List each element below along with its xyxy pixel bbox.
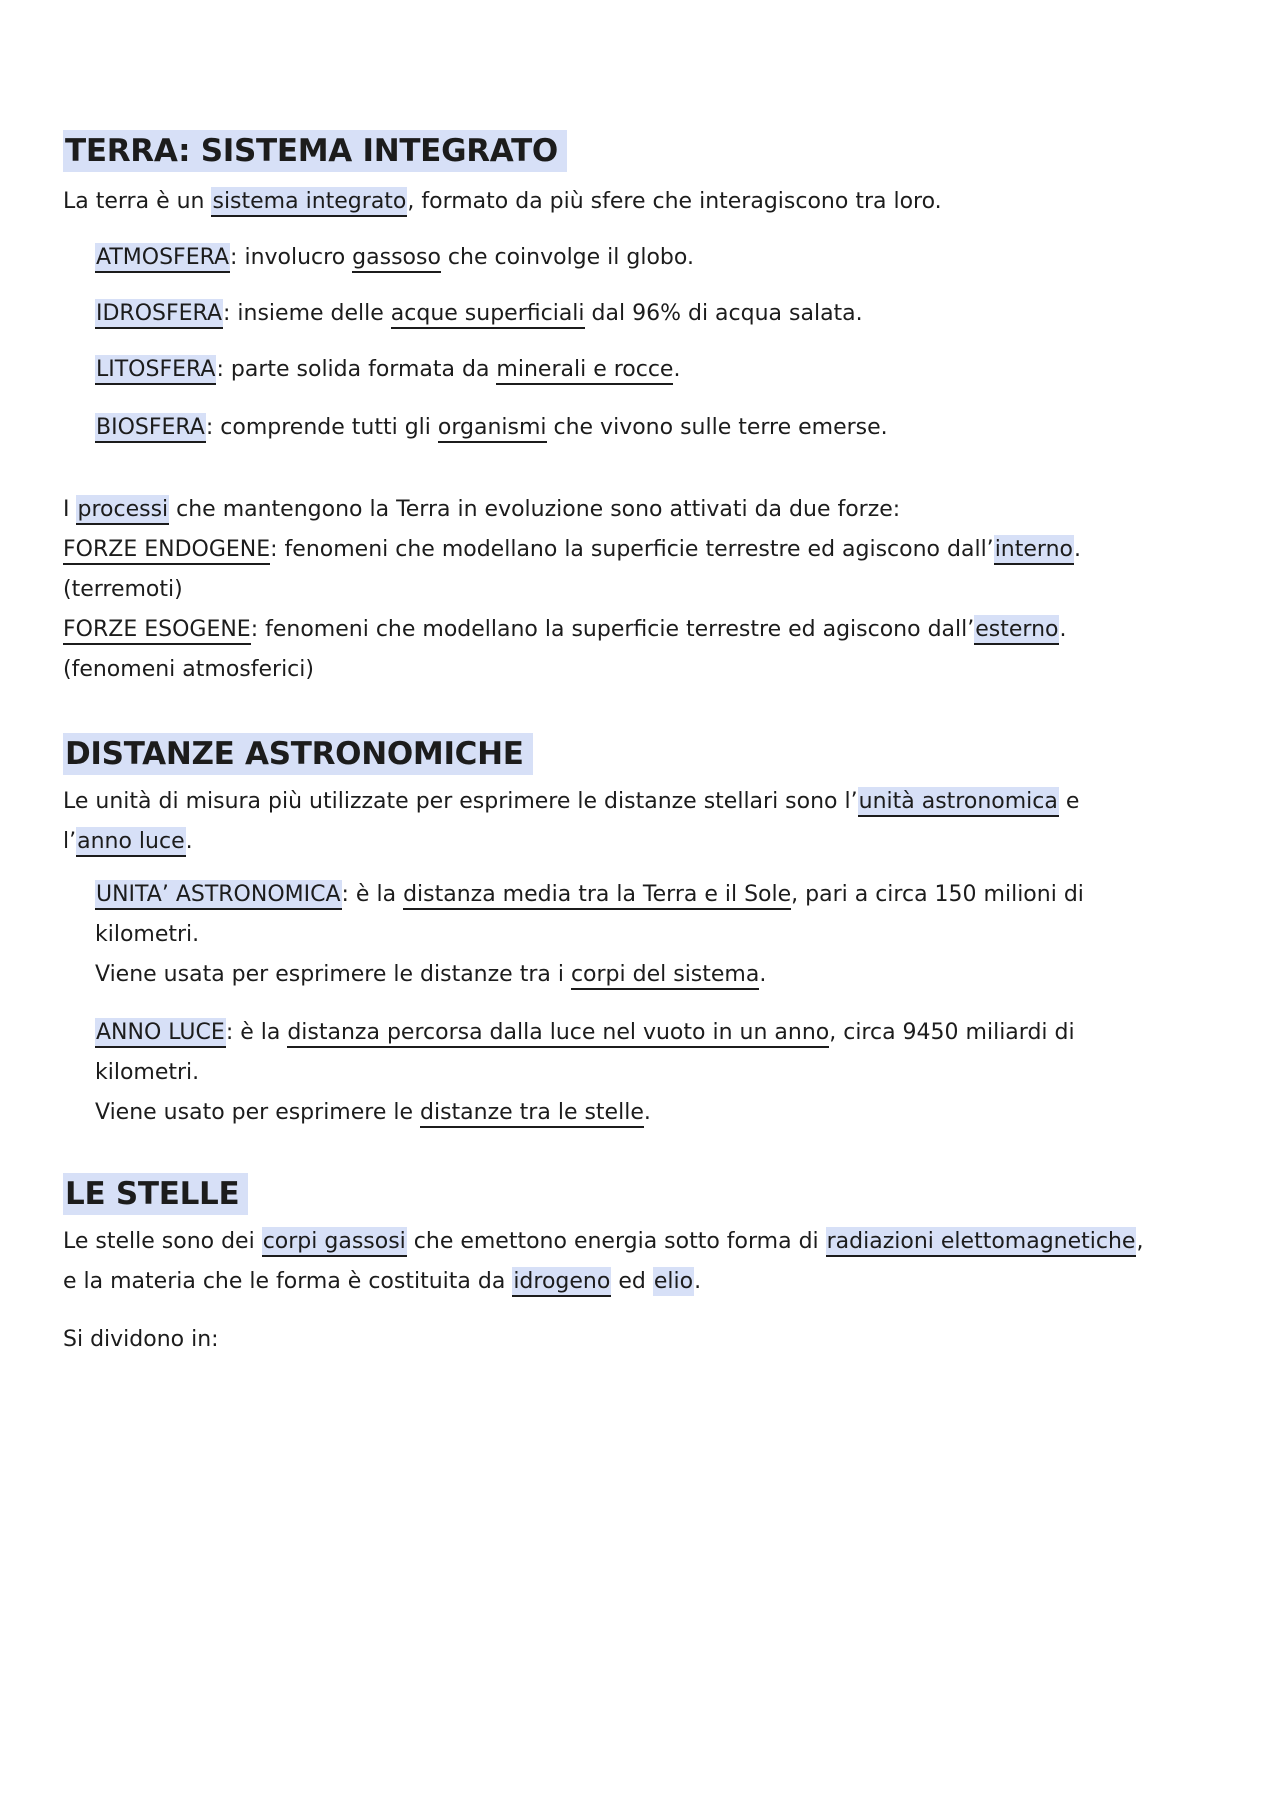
emphasized-text-segment: IDROSFERA xyxy=(95,299,223,329)
text-line xyxy=(95,1053,1240,1093)
text-line xyxy=(95,408,1240,448)
text-segment: Le unità di misura più utilizzate per esprimere le distanze stellari sono l’ xyxy=(63,789,858,814)
definition-biosfera xyxy=(95,408,1240,448)
text-line xyxy=(63,530,1240,570)
text-segment: : è la xyxy=(341,882,404,907)
text-segment: Viene usato per esprimere le xyxy=(95,1100,421,1125)
text-segment: l’ xyxy=(63,829,77,854)
text-line xyxy=(95,1093,1240,1133)
section-terra-sistema-integrato xyxy=(63,132,1240,690)
text-segment: . xyxy=(185,829,193,854)
paragraph-si-dividono xyxy=(63,1320,1240,1360)
text-line xyxy=(63,822,1240,862)
text-segment: . xyxy=(759,962,767,987)
text-line xyxy=(63,1262,1240,1302)
text-line xyxy=(95,294,1240,334)
paragraph-forze xyxy=(63,490,1240,690)
text-segment: che emettono energia sotto forma di xyxy=(406,1229,826,1254)
paragraph-intro-stelle xyxy=(63,1222,1240,1302)
paragraph-intro-distanze xyxy=(63,782,1240,862)
text-segment: (fenomeni atmosferici) xyxy=(63,657,314,682)
text-segment: : è la xyxy=(225,1020,288,1045)
emphasized-text-segment: FORZE ESOGENE xyxy=(63,617,251,645)
text-line xyxy=(63,490,1240,530)
text-segment: : comprende tutti gli xyxy=(205,415,438,440)
text-line xyxy=(63,650,1240,690)
section-distanze-astronomiche xyxy=(63,735,1240,1133)
text-segment: kilometri. xyxy=(95,922,200,947)
section-heading-distanze xyxy=(63,735,1240,773)
emphasized-text-segment: ANNO LUCE xyxy=(95,1018,226,1048)
emphasized-text-segment: acque superficiali xyxy=(391,301,585,329)
text-segment: , formato da più sfere che interagiscono tra loro. xyxy=(407,189,942,214)
text-segment: : fenomeni che modellano la superficie terrestre ed agiscono dall’ xyxy=(250,617,975,642)
text-segment: . xyxy=(673,357,681,382)
text-segment: : fenomeni che modellano la superficie terrestre ed agiscono dall’ xyxy=(270,537,994,562)
emphasized-text-segment: LITOSFERA xyxy=(95,355,216,385)
text-segment: I xyxy=(63,497,77,522)
text-line xyxy=(63,610,1240,650)
emphasized-text-segment: distanza percorsa dalla luce nel vuoto in un anno xyxy=(287,1020,829,1048)
emphasized-text-segment: radiazioni elettomagnetiche xyxy=(826,1227,1137,1257)
emphasized-text-segment: esterno xyxy=(974,615,1059,645)
text-segment: che coinvolge il globo. xyxy=(440,245,694,270)
emphasized-text-segment: corpi del sistema xyxy=(571,962,759,990)
emphasized-text-segment: sistema integrato xyxy=(211,187,407,217)
text-line xyxy=(95,915,1240,955)
emphasized-text-segment: interno xyxy=(994,535,1074,565)
text-line xyxy=(63,1320,1240,1360)
emphasized-text-segment: corpi gassosi xyxy=(262,1227,407,1257)
text-line xyxy=(95,955,1240,995)
heading-highlight: TERRA: SISTEMA INTEGRATO xyxy=(63,130,567,172)
heading-highlight: DISTANZE ASTRONOMICHE xyxy=(63,733,533,775)
text-segment: e xyxy=(1058,789,1080,814)
text-line xyxy=(95,875,1240,915)
text-segment: : parte solida formata da xyxy=(216,357,497,382)
text-segment: La terra è un xyxy=(63,189,212,214)
definition-unita-astronomica xyxy=(95,875,1240,995)
emphasized-text-segment: anno luce xyxy=(76,827,186,857)
text-segment: kilometri. xyxy=(95,1060,200,1085)
emphasized-text-segment: distanza media tra la Terra e il Sole xyxy=(403,882,791,910)
emphasized-text-segment: minerali e rocce xyxy=(496,357,673,385)
emphasized-text-segment: gassoso xyxy=(352,245,441,273)
text-line xyxy=(63,782,1240,822)
text-line xyxy=(63,182,1240,222)
heading-highlight: LE STELLE xyxy=(63,1173,248,1215)
text-segment: e la materia che le forma è costituita da xyxy=(63,1269,513,1294)
text-line xyxy=(95,350,1240,390)
text-segment: dal 96% di acqua salata. xyxy=(584,301,863,326)
emphasized-text-segment: BIOSFERA xyxy=(95,413,206,443)
text-line xyxy=(63,570,1240,610)
text-line xyxy=(95,238,1240,278)
definition-idrosfera xyxy=(95,294,1240,334)
definition-anno-luce xyxy=(95,1013,1240,1133)
text-segment: ed xyxy=(611,1269,653,1294)
emphasized-text-segment: UNITA’ ASTRONOMICA xyxy=(95,880,342,910)
text-segment: Si dividono in: xyxy=(63,1327,219,1352)
emphasized-text-segment: elio xyxy=(653,1269,694,1294)
text-segment: Viene usata per esprimere le distanze tra i xyxy=(95,962,571,987)
text-line xyxy=(95,1013,1240,1053)
text-segment: : involucro xyxy=(230,245,353,270)
section-le-stelle xyxy=(63,1175,1240,1360)
emphasized-text-segment: processi xyxy=(76,495,169,525)
emphasized-text-segment: distanze tra le stelle xyxy=(420,1100,644,1128)
text-line xyxy=(63,1222,1240,1262)
emphasized-text-segment: FORZE ENDOGENE xyxy=(63,537,270,565)
text-segment: , pari a circa 150 milioni di xyxy=(791,882,1084,907)
emphasized-text-segment: organismi xyxy=(438,415,547,443)
text-segment: (terremoti) xyxy=(63,577,183,602)
section-heading-stelle xyxy=(63,1175,1240,1213)
text-segment: . xyxy=(1073,537,1081,562)
text-segment: , xyxy=(1136,1229,1144,1254)
text-segment: . xyxy=(643,1100,651,1125)
definition-atmosfera xyxy=(95,238,1240,278)
emphasized-text-segment: unità astronomica xyxy=(858,787,1059,817)
text-segment: che vivono sulle terre emerse. xyxy=(546,415,888,440)
text-segment: che mantengono la Terra in evoluzione sono attivati da due forze: xyxy=(169,497,901,522)
text-segment: Le stelle sono dei xyxy=(63,1229,262,1254)
emphasized-text-segment: ATMOSFERA xyxy=(95,243,230,273)
text-segment: . xyxy=(1059,617,1067,642)
section-heading-terra xyxy=(63,132,1240,170)
definition-litosfera xyxy=(95,350,1240,390)
text-segment: : insieme delle xyxy=(223,301,391,326)
text-segment: , circa 9450 miliardi di xyxy=(829,1020,1075,1045)
emphasized-text-segment: idrogeno xyxy=(512,1267,611,1297)
paragraph-intro-terra xyxy=(63,182,1240,222)
text-segment: . xyxy=(694,1269,702,1294)
